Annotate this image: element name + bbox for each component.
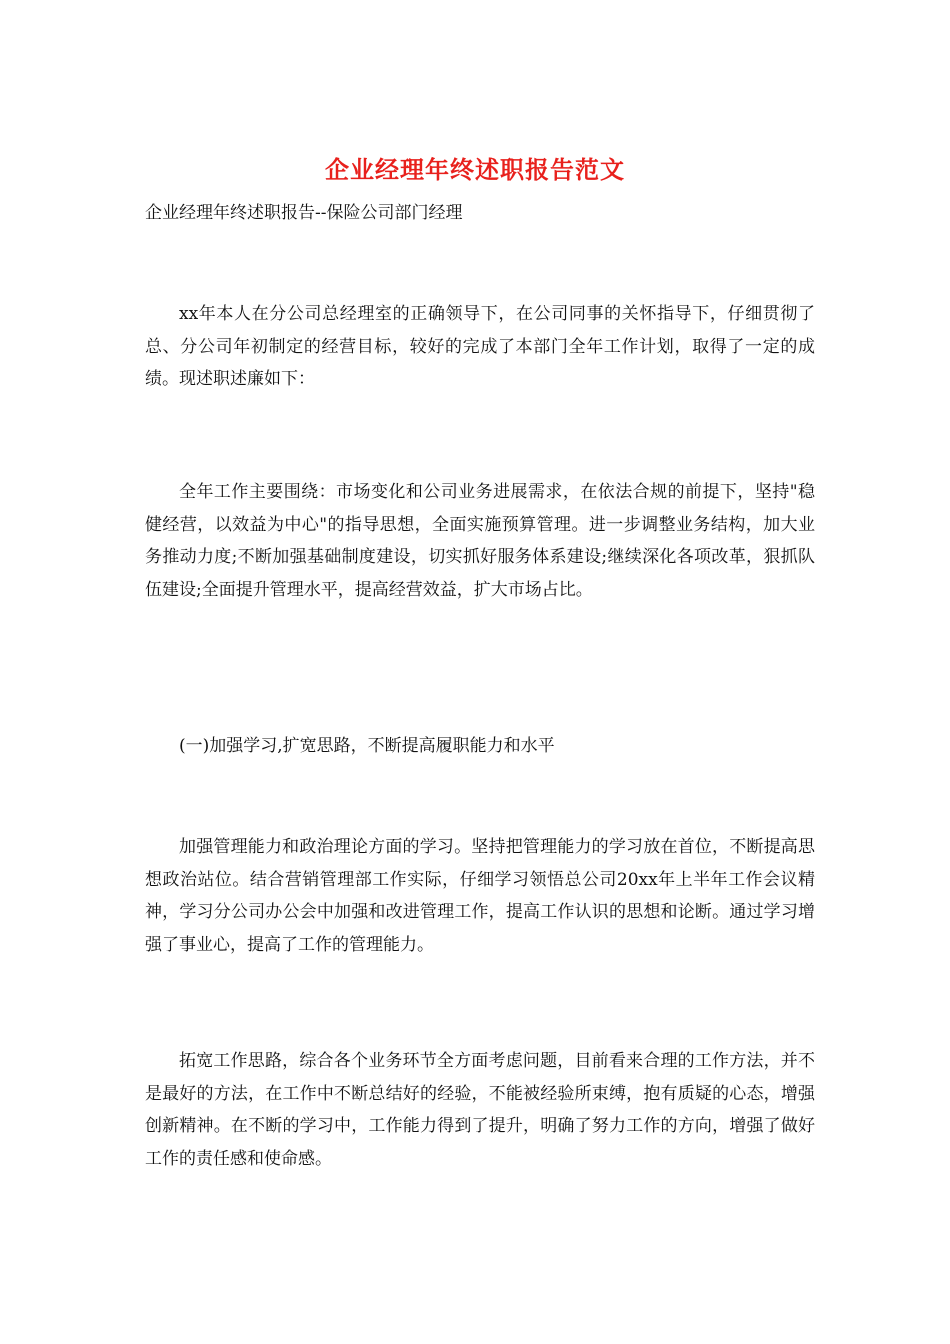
paragraph-work-focus: 全年工作主要围绕：市场变化和公司业务进展需求，在依法合规的前提下，坚持"稳健经营，以效益为中心"的指导思想，全面实施预算管理。进一步调整业务结构，加大业务推动力度;不断加强基础制度建设，切实抓好服务体系建设;继续深化各项改革，狠抓队伍建设;全面提升管理水平，提高经营效益，扩大市场占比。	[145, 482, 815, 600]
paragraph-thinking: 拓宽工作思路，综合各个业务环节全方面考虑问题，目前看来合理的工作方法，并不是最好的方法，在工作中不断总结好的经验，不能被经验所束缚，抱有质疑的心态，增强创新精神。在不断的学习中，工作能力得到了提升，明确了努力工作的方向，增强了做好工作的责任感和使命感。	[145, 1051, 815, 1169]
document-subtitle: 企业经理年终述职报告--保险公司部门经理	[145, 203, 463, 223]
paragraph-study: 加强管理能力和政治理论方面的学习。坚持把管理能力的学习放在首位，不断提高思想政治站位。结合营销管理部工作实际，仔细学习领悟总公司20xx年上半年工作会议精神，学习分公司办公会中加强和改进管理工作，提高工作认识的思想和论断。通过学习增强了事业心，提高了工作的管理能力。	[145, 837, 815, 955]
section-heading-1: (一)加强学习,扩宽思路，不断提高履职能力和水平	[179, 736, 555, 756]
paragraph-intro: xx年本人在分公司总经理室的正确领导下，在公司同事的关怀指导下，仔细贯彻了总、分公司年初制定的经营目标，较好的完成了本部门全年工作计划，取得了一定的成绩。现述职述廉如下：	[145, 304, 815, 389]
document-title: 企业经理年终述职报告范文	[325, 155, 625, 184]
